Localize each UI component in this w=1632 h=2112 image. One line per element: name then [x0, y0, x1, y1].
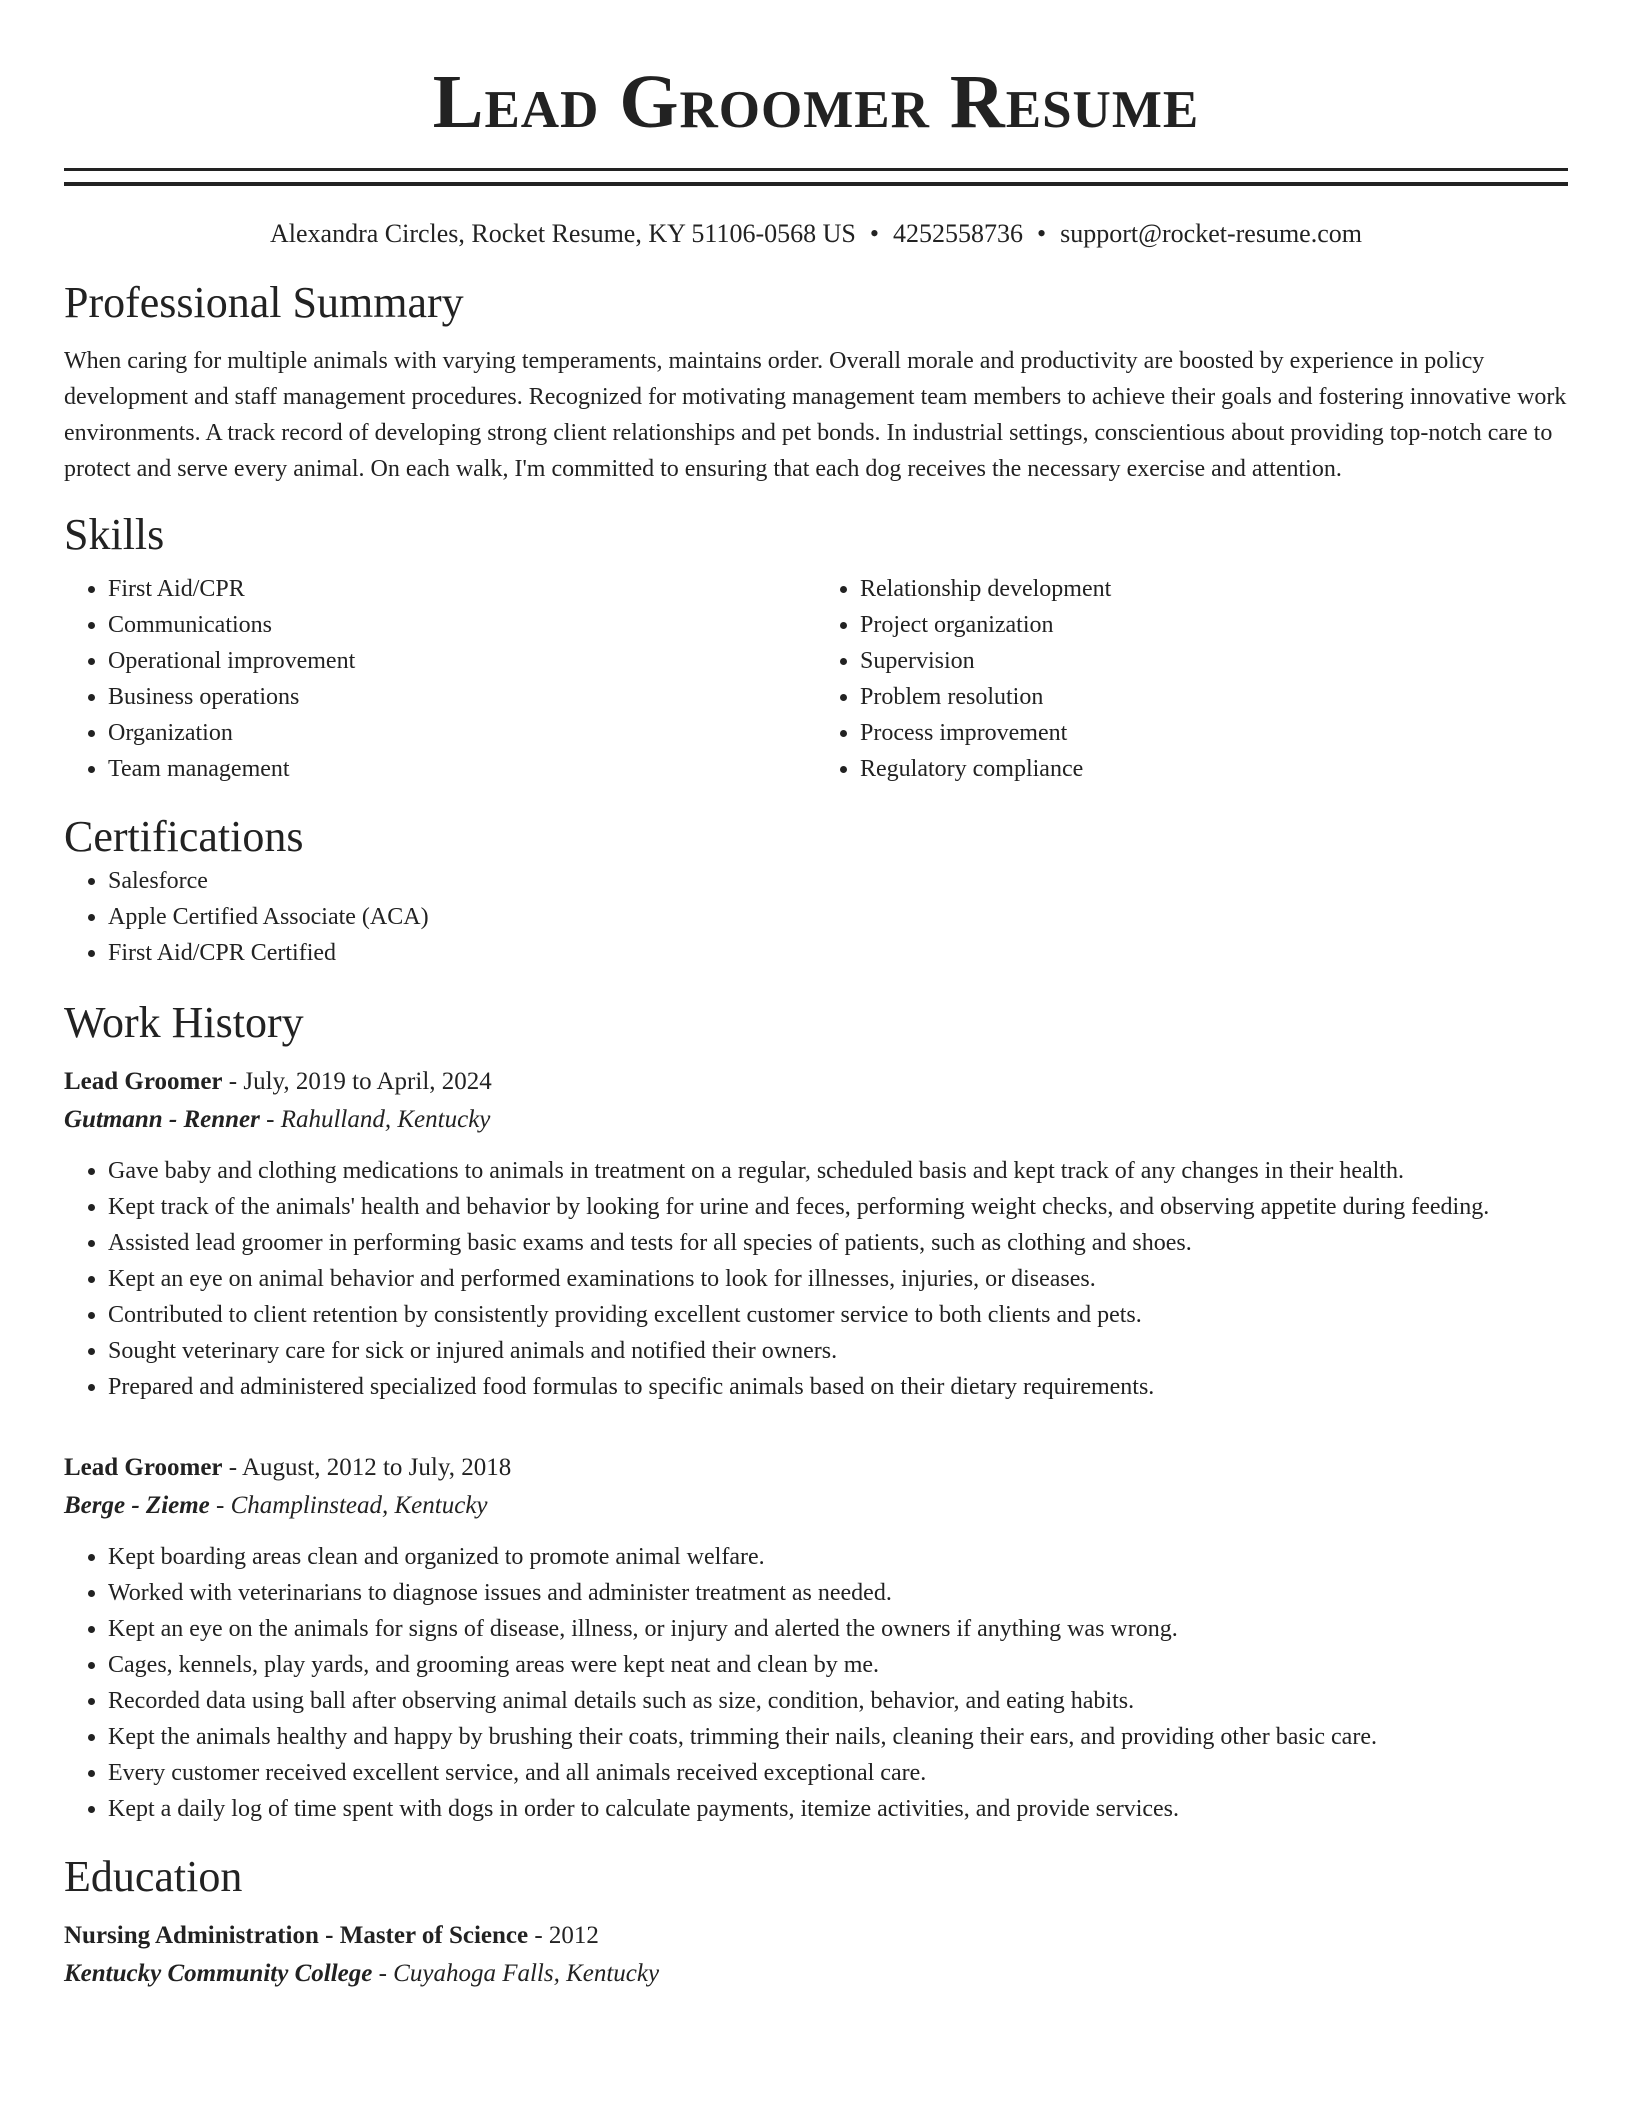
job-duties-list	[64, 1153, 1568, 1405]
job-duty: • Kept an eye on animal behavior and performed examinations to look for illnesses, injuries, or diseases.	[108, 1261, 1568, 1297]
job-title-line: Lead Groomer - July, 2019 to April, 2024	[64, 1068, 492, 1095]
degree-year: 2012	[548, 1922, 599, 1949]
job-duty: • Worked with veterinarians to diagnose issues and administer treatment as needed.	[108, 1575, 1568, 1611]
job-duty: • Every customer received excellent service, and all animals received exceptional care.	[108, 1755, 1568, 1791]
resume-title: Lead Groomer Resume	[432, 60, 1200, 144]
job-duty: • Kept track of the animals' health and behavior by looking for urine and feces, performing weight checks, and observing appetite during feeding.	[108, 1189, 1568, 1225]
skill-item: • Organization	[108, 715, 816, 751]
skills-columns	[64, 571, 1568, 787]
job-dates: August, 2012 to July, 2018	[242, 1454, 512, 1481]
skill-item: • First Aid/CPR	[108, 571, 816, 607]
skills-list-left	[64, 571, 816, 787]
job-title: Lead Groomer	[64, 1454, 223, 1481]
job-dates: July, 2019 to April, 2024	[243, 1068, 492, 1095]
contact-phone[interactable]: 4252558736	[892, 219, 1023, 248]
job-entry	[64, 1063, 1568, 1405]
title-double-rule	[64, 168, 1568, 186]
contact-separator: •	[1036, 219, 1047, 248]
skill-item: • Business operations	[108, 679, 816, 715]
job-duty: • Kept the animals healthy and happy by brushing their coats, trimming their nails, cleaning their ears, and providing other basic care.	[108, 1719, 1568, 1755]
job-title: Lead Groomer	[64, 1068, 223, 1095]
contact-separator: •	[869, 219, 879, 248]
skill-item: • Operational improvement	[108, 643, 816, 679]
job-duty: • Cages, kennels, play yards, and grooming areas were kept neat and clean by me.	[108, 1647, 1568, 1683]
skill-item: • Problem resolution	[860, 679, 1568, 715]
contact-line	[64, 217, 1568, 251]
skill-item: • Supervision	[860, 643, 1568, 679]
skill-item: • Project organization	[860, 607, 1568, 643]
certifications-heading: Certifications	[64, 812, 304, 861]
certifications-list	[64, 863, 1568, 971]
company-name: Gutmann - Renner	[64, 1106, 260, 1133]
school-line: Kentucky Community College - Cuyahoga Falls, Kentucky	[64, 1960, 660, 1987]
company-name: Berge - Zieme	[64, 1492, 210, 1519]
company-location: Champlinstead, Kentucky	[230, 1492, 488, 1519]
skill-item: • Communications	[108, 607, 816, 643]
job-title-line: Lead Groomer - August, 2012 to July, 2018	[64, 1454, 512, 1481]
certification-item: • Apple Certified Associate (ACA)	[108, 899, 1568, 935]
contact-email[interactable]: support@rocket-resume.com	[1060, 219, 1362, 248]
education-entry	[64, 1917, 1568, 1993]
work-history-heading: Work History	[64, 998, 304, 1047]
skill-item: • Team management	[108, 751, 816, 787]
contact-address: Alexandra Circles, Rocket Resume, KY 51106-0568 US	[270, 219, 856, 248]
skills-list-right	[816, 571, 1568, 787]
school-name: Kentucky Community College	[64, 1960, 373, 1987]
job-entry	[64, 1449, 1568, 1827]
job-duty: • Recorded data using ball after observing animal details such as size, condition, behavior, and eating habits.	[108, 1683, 1568, 1719]
certification-item: • Salesforce	[108, 863, 1568, 899]
job-duty: • Assisted lead groomer in performing basic exams and tests for all species of patients, such as clothing and shoes.	[108, 1225, 1568, 1261]
summary-heading: Professional Summary	[64, 278, 464, 327]
job-duties-list	[64, 1539, 1568, 1827]
company-line: Berge - Zieme - Champlinstead, Kentucky	[64, 1492, 488, 1519]
degree-line: Nursing Administration - Master of Science - 2012	[64, 1922, 599, 1949]
skill-item: • Relationship development	[860, 571, 1568, 607]
job-duty: • Contributed to client retention by consistently providing excellent customer service to both clients and pets.	[108, 1297, 1568, 1333]
job-duty: • Kept a daily log of time spent with dogs in order to calculate payments, itemize activities, and provide services.	[108, 1791, 1568, 1827]
degree-name: Nursing Administration - Master of Science	[64, 1922, 529, 1949]
skill-item: • Regulatory compliance	[860, 751, 1568, 787]
school-location: Cuyahoga Falls, Kentucky	[393, 1960, 660, 1987]
job-duty: • Sought veterinary care for sick or injured animals and notified their owners.	[108, 1333, 1568, 1369]
education-heading: Education	[64, 1852, 243, 1901]
certification-item: • First Aid/CPR Certified	[108, 935, 1568, 971]
summary-text: When caring for multiple animals with varying temperaments, maintains order. Overall morale and productivity are boosted by experience in policy development and staff management procedures. Recognized for motivating management team members to achieve their goals and fostering innovative work environments. A track record of developing strong client relationships and pet bonds. In industrial settings, conscientious about providing top-notch care to protect and serve every animal. On each walk, I'm committed to ensuring that each dog receives the necessary exercise and attention.	[64, 348, 1567, 482]
company-line: Gutmann - Renner - Rahulland, Kentucky	[64, 1106, 491, 1133]
job-duty: • Prepared and administered specialized food formulas to specific animals based on their dietary requirements.	[108, 1369, 1568, 1405]
skill-item: • Process improvement	[860, 715, 1568, 751]
job-duty: • Kept boarding areas clean and organized to promote animal welfare.	[108, 1539, 1568, 1575]
company-location: Rahulland, Kentucky	[280, 1106, 491, 1133]
job-duty: • Kept an eye on the animals for signs of disease, illness, or injury and alerted the owners if anything was wrong.	[108, 1611, 1568, 1647]
job-duty: • Gave baby and clothing medications to animals in treatment on a regular, scheduled basis and kept track of any changes in their health.	[108, 1153, 1568, 1189]
skills-heading: Skills	[64, 510, 165, 559]
